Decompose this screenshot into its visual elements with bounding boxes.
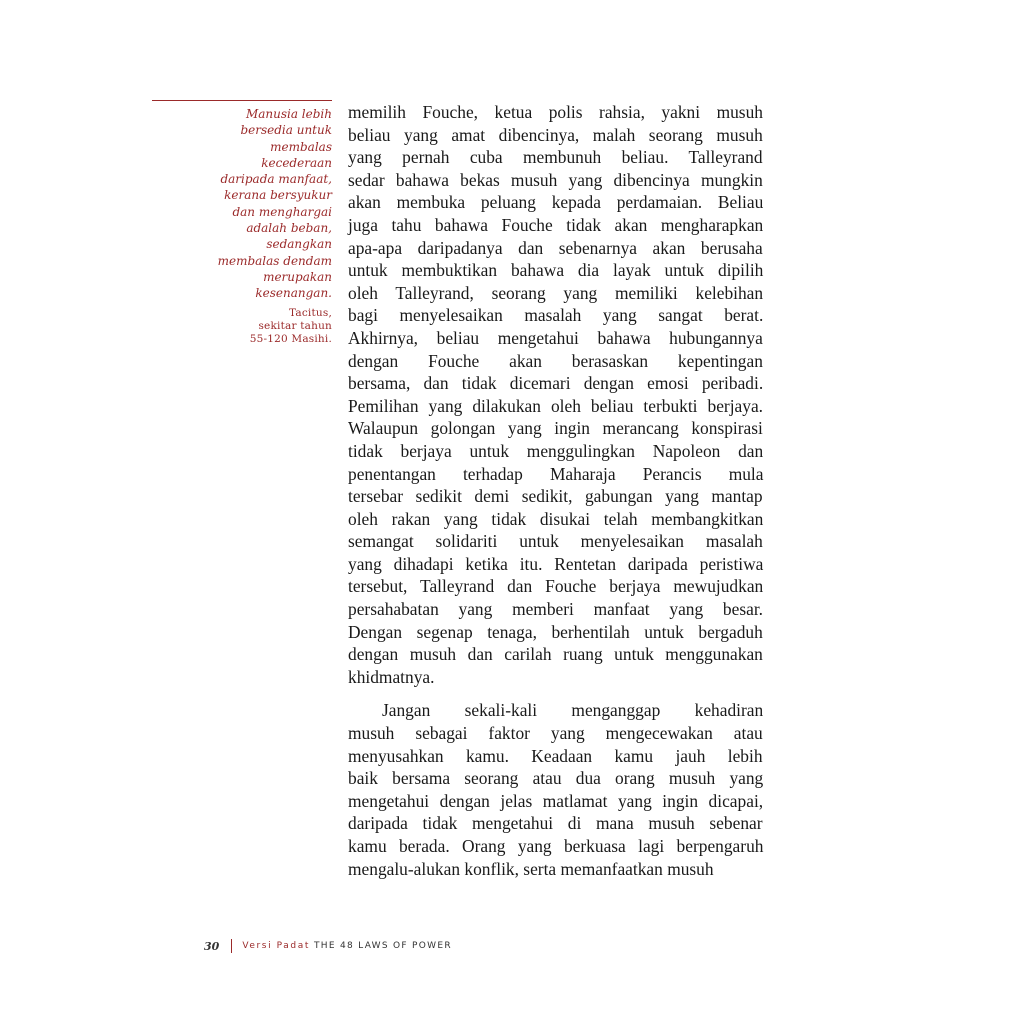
text-line: yang pernah cuba membunuh beliau. Talleyrand	[348, 147, 763, 168]
footer-brand: Versi Padat	[242, 941, 310, 951]
text-line: Dengan segenap tenaga, berhentilah untuk bergaduh	[348, 621, 763, 642]
quote-line: membalas	[270, 139, 332, 154]
quote-line: kesenangan.	[255, 286, 332, 301]
quote-line: merupakan	[263, 269, 332, 284]
text-line: persahabatan yang memberi manfaat yang besar.	[348, 599, 764, 620]
quote-text	[152, 106, 332, 302]
text-line: apa-apa daripadanya dan sebenarnya akan berusaha	[348, 237, 763, 258]
text-line: yang dihadapi ketika itu. Rentetan daripada peristiwa	[348, 553, 764, 574]
text-line: tersebut, Talleyrand dan Fouche berjaya mewujudkan	[348, 576, 764, 597]
text-line: Walaupun golongan yang ingin merancang konspirasi	[348, 418, 763, 439]
quote-line: kerana bersyukur	[224, 188, 332, 203]
sidebar-quote	[152, 106, 332, 346]
text-line: daripada tidak mengetahui di mana musuh sebenar	[348, 813, 763, 834]
paragraph-spacer	[348, 688, 763, 699]
footer-divider	[231, 939, 232, 953]
text-line: musuh sebagai faktor yang mengecewakan atau	[348, 723, 763, 744]
text-line: mengalu-alukan konflik, serta memanfaatkan musuh	[348, 858, 714, 879]
paragraph-2	[348, 699, 763, 880]
text-line: khidmatnya.	[348, 666, 435, 687]
attribution-line: 55-120 Masihi.	[249, 332, 332, 345]
text-line: sedar bahawa bekas musuh yang dibencinya mungkin	[348, 169, 763, 190]
text-line: penentangan terhadap Maharaja Perancis mula	[348, 463, 764, 484]
quote-line: Manusia lebih	[245, 107, 332, 121]
text-line: oleh rakan yang tidak disukai telah membangkitkan	[348, 508, 764, 529]
text-line: beliau yang amat dibencinya, malah seorang musuh	[348, 124, 763, 145]
quote-line: membalas dendam	[217, 253, 332, 268]
quote-line: bersedia untuk	[240, 123, 332, 138]
page-number: 30	[204, 939, 220, 953]
text-line: dengan Fouche akan berasaskan kepentingan	[348, 350, 763, 371]
quote-line: adalah beban,	[246, 221, 332, 236]
text-line: dengan musuh dan carilah ruang untuk menggunakan	[348, 644, 763, 665]
quote-attribution	[152, 307, 332, 346]
text-line: memilih Fouche, ketua polis rahsia, yakni musuh	[348, 102, 763, 122]
text-line: Pemilihan yang dilakukan oleh beliau terbukti berjaya.	[348, 395, 764, 416]
text-line: bersama, dan tidak dicemari dengan emosi peribadi.	[348, 373, 764, 394]
text-line: tersebar sedikit demi sedikit, gabungan yang mantap	[348, 486, 763, 507]
attribution-line: sekitar tahun	[258, 319, 332, 332]
quote-line: sedangkan	[266, 237, 332, 252]
main-text	[348, 101, 763, 880]
text-line: menyusahkan kamu. Keadaan kamu jauh lebih	[348, 745, 763, 766]
text-line: akan membuka peluang kepada perdamaian. Beliau	[348, 192, 764, 213]
text-line: untuk membuktikan bahawa dia layak untuk dipilih	[348, 260, 764, 281]
book-title: THE 48 LAWS OF POWER	[313, 941, 452, 951]
text-line: juga tahu bahawa Fouche tidak akan mengharapkan	[348, 214, 764, 235]
text-line: bagi menyelesaikan masalah yang sangat berat.	[348, 305, 764, 326]
page-footer	[204, 938, 452, 954]
text-line: Jangan sekali-kali menganggap kehadiran	[382, 700, 764, 721]
text-line: oleh Talleyrand, seorang yang memiliki kelebihan	[348, 282, 764, 303]
attribution-line: Tacitus,	[289, 306, 332, 319]
text-line: baik bersama seorang atau dua orang musuh yang	[348, 768, 764, 789]
text-line: kamu berada. Orang yang berkuasa lagi berpengaruh	[348, 836, 764, 856]
quote-line: daripada manfaat,	[220, 172, 332, 187]
text-line: Akhirnya, beliau mengetahui bahawa hubungannya	[348, 327, 763, 348]
text-line: tidak berjaya untuk menggulingkan Napoleon dan	[348, 440, 764, 461]
text-line: mengetahui dengan jelas matlamat yang ingin dicapai,	[348, 790, 764, 811]
quote-line: dan menghargai	[232, 204, 332, 219]
quote-line: kecederaan	[261, 155, 332, 170]
sidebar-divider	[152, 100, 332, 101]
text-line: semangat solidariti untuk menyelesaikan masalah	[348, 531, 763, 552]
paragraph-1	[348, 101, 763, 688]
